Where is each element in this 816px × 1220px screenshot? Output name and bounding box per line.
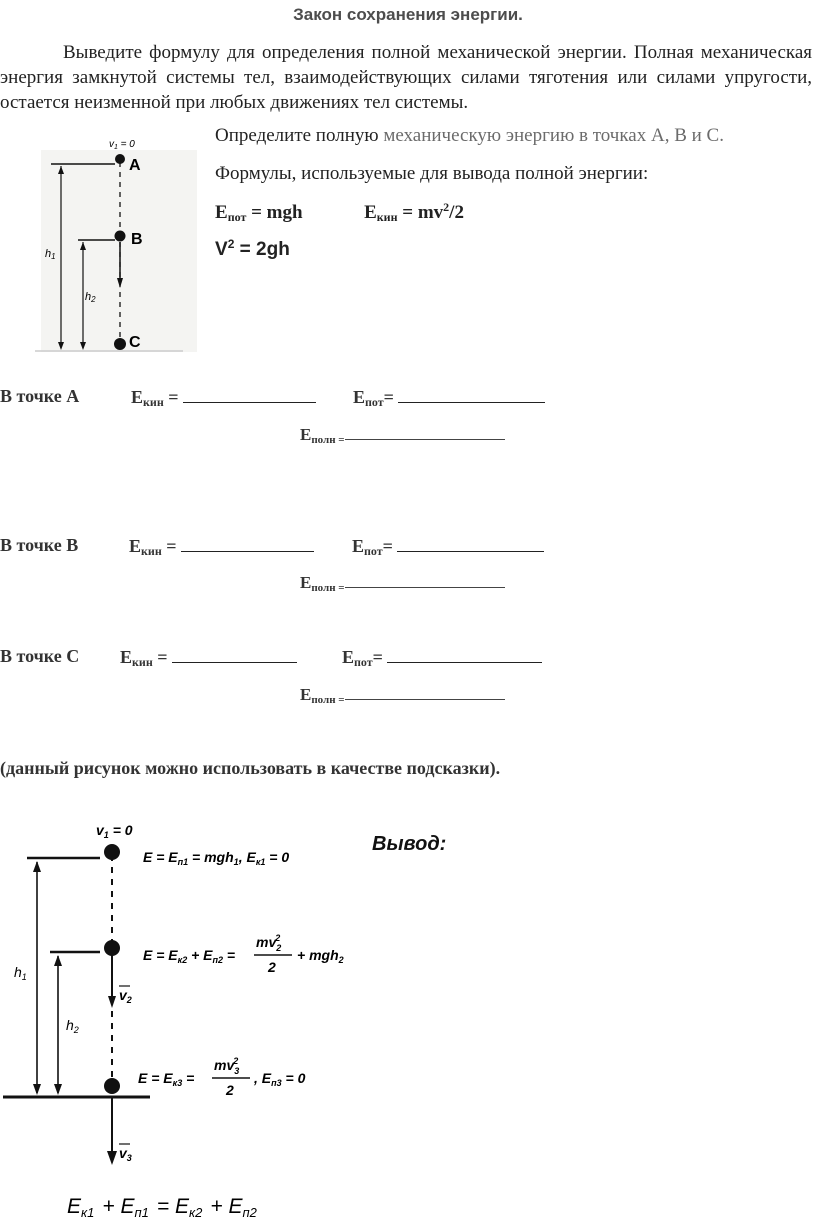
point-a-epot: $E_{пот}=$ bbox=[353, 386, 545, 410]
v3-label: $v_3$ bbox=[119, 1145, 132, 1163]
v1-label: $v_1 = 0$ bbox=[109, 139, 135, 151]
point-b-epot-blank[interactable] bbox=[397, 535, 544, 552]
svg-text:E = Eк2 + Eп2 =: $E = E_{к2} + E_{п2}$ = bbox=[143, 947, 236, 965]
point-a-efull: $E_{полн}$ $_=$ bbox=[300, 425, 505, 446]
point-c-epot-blank[interactable] bbox=[387, 646, 542, 663]
big-ball-1 bbox=[104, 844, 120, 860]
conservation-equation: Eк1 + Eп1 = Eк2 + Eп2 bbox=[67, 1195, 257, 1220]
v3-arrow bbox=[107, 1151, 117, 1165]
point-a-label: В точке А bbox=[0, 386, 80, 406]
equation-point-2 bbox=[143, 933, 344, 975]
h1-label: h1 bbox=[45, 248, 56, 261]
equation-point-3 bbox=[138, 1056, 306, 1098]
v2-arrow bbox=[108, 996, 116, 1008]
svg-text:, Eп3 = 0: , $E_{п3} = 0$ bbox=[254, 1070, 306, 1088]
big-h2-label: $h_2$ bbox=[66, 1017, 79, 1035]
point-c-epot: $E_{пот}=$ bbox=[342, 646, 542, 670]
label-c: C bbox=[129, 334, 141, 351]
v2-label: $v_2$ bbox=[119, 987, 132, 1005]
point-a-epot-blank[interactable] bbox=[398, 386, 545, 403]
point-a-efull-blank[interactable] bbox=[345, 425, 505, 440]
ball-a bbox=[115, 154, 125, 164]
formulas-label: Формулы, используемые для вывода полной энергии: bbox=[215, 163, 649, 184]
ball-c bbox=[114, 338, 126, 350]
page-title: Закон сохранения энергии. bbox=[293, 5, 523, 24]
svg-text:2: 2 bbox=[268, 959, 276, 975]
formula-velocity: $V^2 = 2gh$ bbox=[215, 237, 290, 260]
question-text: Определите полную механическую энергию в точках А, В и С. bbox=[215, 125, 724, 146]
svg-text:mv22: $mv_22$ bbox=[256, 933, 282, 953]
big-ball-3 bbox=[104, 1078, 120, 1094]
hint-text: (данный рисунок можно использовать в качестве подсказки). bbox=[0, 758, 501, 778]
point-a-ekin-blank[interactable] bbox=[183, 386, 316, 403]
intro-paragraph: Выведите формулу для определения полной механической энергии. Полная механическая энергия замкнутой системы тел, взаимодействующих силами тяготения или силами упругости, остается неизменной при любых движениях тел системы. bbox=[0, 42, 812, 113]
big-v1-label: $v_1 = 0$ bbox=[96, 822, 133, 840]
point-b-ekin-blank[interactable] bbox=[181, 535, 314, 552]
small-figure-background bbox=[41, 150, 197, 352]
point-c-label: В точке С bbox=[0, 646, 80, 666]
equation-point-1: $E = E_{п1} = mgh_1$, $E_{к1} = 0$ bbox=[143, 849, 290, 867]
svg-text:mv32: $mv_32$ bbox=[214, 1056, 240, 1076]
point-b-ekin: $E_{кин}$ = bbox=[129, 535, 314, 559]
big-h1-label: $h_1$ bbox=[14, 964, 27, 982]
conclusion-label: Вывод: bbox=[372, 833, 447, 855]
point-c-efull-blank[interactable] bbox=[345, 685, 505, 700]
label-a: A bbox=[129, 157, 141, 174]
big-ball-2 bbox=[104, 940, 120, 956]
point-b-efull-blank[interactable] bbox=[345, 573, 505, 588]
point-c-ekin-blank[interactable] bbox=[172, 646, 297, 663]
h2-label: h2 bbox=[85, 291, 96, 304]
point-c-ekin: $E_{кин}$ = bbox=[120, 646, 297, 670]
point-b-label: В точке В bbox=[0, 535, 79, 555]
point-c-efull: $E_{полн}$ $_=$ bbox=[300, 685, 505, 706]
svg-text:2: 2 bbox=[226, 1082, 234, 1098]
big-figure bbox=[0, 815, 370, 1220]
svg-text:+ mgh2: + mgh$_2$ bbox=[297, 947, 344, 965]
label-b: B bbox=[131, 231, 143, 248]
point-a-ekin: $E_{кин}$ = bbox=[131, 386, 316, 410]
svg-text:E = Eк3 =: $E = E_{к3}$ = bbox=[138, 1070, 195, 1088]
formula-energies: $E_{пот}$ = mgh $E_{кин} = mv^2/2$ bbox=[215, 200, 464, 224]
point-b-epot: $E_{пот}=$ bbox=[352, 535, 544, 559]
small-figure bbox=[33, 132, 198, 357]
ball-b bbox=[115, 231, 126, 242]
point-b-efull: $E_{полн}$ $_=$ bbox=[300, 573, 505, 594]
